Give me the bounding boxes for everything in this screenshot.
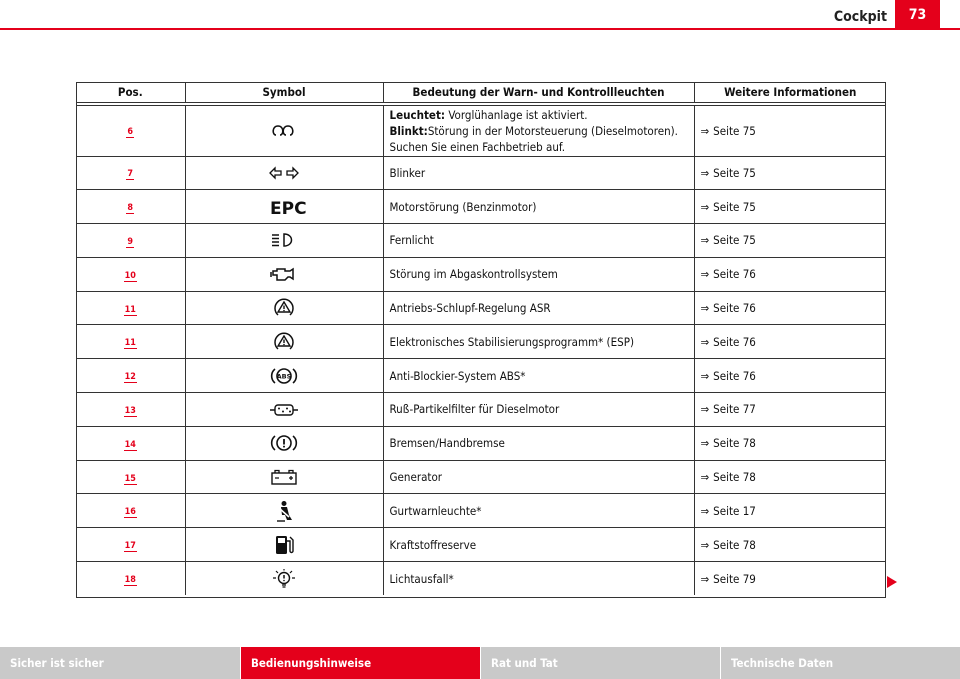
table-row	[76, 104, 886, 156]
pos-badge: 7	[127, 169, 134, 180]
info-link[interactable]: ⇒ Seite 76	[694, 359, 886, 393]
warning-lights-table	[76, 82, 886, 595]
pos-badge: 9	[127, 236, 134, 247]
meaning-cell: Blinker	[383, 156, 694, 190]
table-row	[76, 190, 886, 224]
footer-tab-advice[interactable]: Rat und Tat	[480, 647, 720, 679]
table-row	[76, 156, 886, 190]
meaning-cell: Kraftstoffreserve	[383, 528, 694, 562]
info-link[interactable]: ⇒ Seite 75	[694, 156, 886, 190]
pos-badge: 12	[124, 372, 136, 383]
table-row	[76, 291, 886, 325]
glow-plug-icon	[270, 123, 298, 137]
seatbelt-icon	[274, 503, 294, 517]
info-link[interactable]: ⇒ Seite 75	[694, 224, 886, 258]
esp-warning-icon	[273, 334, 295, 348]
table-row	[76, 257, 886, 291]
turn-signal-icon	[269, 166, 299, 180]
meaning-cell: Gurtwarnleuchte*	[383, 494, 694, 528]
pos-badge: 15	[124, 473, 136, 484]
battery-icon	[270, 470, 298, 484]
header-rule	[0, 28, 960, 30]
page-number: 73	[895, 0, 940, 30]
col-header-meaning: Bedeutung der Warn- und Kontrollleuchten	[383, 82, 694, 104]
info-link[interactable]: ⇒ Seite 17	[694, 494, 886, 528]
pos-badge: 10	[124, 270, 136, 281]
page-title: Cockpit	[833, 9, 887, 25]
meaning-cell: Elektronisches Stabilisierungsprogramm* (ESP)	[383, 325, 694, 359]
col-header-info: Weitere Informationen	[694, 82, 886, 104]
table-row	[76, 325, 886, 359]
info-link[interactable]: ⇒ Seite 76	[694, 291, 886, 325]
info-link[interactable]: ⇒ Seite 76	[694, 257, 886, 291]
table-row	[76, 562, 886, 596]
meaning-cell: Motorstörung (Benzinmotor)	[383, 190, 694, 224]
svg-text:ABS: ABS	[276, 372, 292, 381]
pos-badge: 6	[127, 127, 134, 138]
meaning-cell: Störung im Abgaskontrollsystem	[383, 257, 694, 291]
asr-warning-icon	[273, 301, 295, 315]
table-row	[76, 224, 886, 258]
info-link[interactable]: ⇒ Seite 79	[694, 562, 886, 596]
meaning-cell: Antriebs-Schlupf-Regelung ASR	[383, 291, 694, 325]
engine-icon	[270, 267, 298, 281]
info-link[interactable]: ⇒ Seite 76	[694, 325, 886, 359]
col-header-pos: Pos.	[76, 82, 185, 104]
meaning-cell: Lichtausfall*	[383, 562, 694, 596]
svg-text:EPC: EPC	[270, 198, 307, 219]
brake-icon	[270, 436, 298, 450]
meaning-cell: Ruß-Partikelfilter für Dieselmotor	[383, 393, 694, 427]
info-link[interactable]: ⇒ Seite 78	[694, 460, 886, 494]
col-header-symbol: Symbol	[185, 82, 383, 104]
particle-filter-icon	[269, 402, 299, 416]
meaning-cell: Anti-Blockier-System ABS*	[383, 359, 694, 393]
table-row	[76, 426, 886, 460]
footer-tab-safety[interactable]: Sicher ist sicher	[0, 647, 240, 679]
info-link[interactable]: ⇒ Seite 75	[694, 190, 886, 224]
bulb-failure-icon	[270, 571, 298, 585]
table-row	[76, 393, 886, 427]
footer-nav	[0, 647, 960, 679]
pos-badge: 17	[124, 541, 136, 552]
info-link[interactable]: ⇒ Seite 78	[694, 528, 886, 562]
abs-icon	[270, 368, 298, 382]
pos-badge: 11	[124, 304, 136, 315]
pos-badge: 14	[124, 439, 136, 450]
pos-badge: 16	[124, 507, 136, 518]
pos-badge: 8	[127, 203, 134, 214]
table-row	[76, 460, 886, 494]
high-beam-icon	[271, 233, 297, 247]
meaning-cell: Leuchtet: Vorglühanlage ist aktiviert. Blinkt:Störung in der Motorsteuerung (Dieselmotoren). Suchen Sie einen Fachbetrieb auf.	[383, 104, 694, 156]
info-link[interactable]: ⇒ Seite 77	[694, 393, 886, 427]
info-link[interactable]: ⇒ Seite 75	[694, 104, 886, 156]
pos-badge: 13	[124, 405, 136, 416]
meaning-cell: Fernlicht	[383, 224, 694, 258]
table-row	[76, 494, 886, 528]
table-row	[76, 359, 886, 393]
next-page-arrow[interactable]	[887, 576, 897, 588]
table-row	[76, 528, 886, 562]
epc-icon	[269, 198, 307, 219]
meaning-cell: Generator	[383, 460, 694, 494]
pos-badge: 11	[124, 338, 136, 349]
fuel-icon	[273, 537, 295, 551]
meaning-cell: Bremsen/Handbremse	[383, 426, 694, 460]
info-link[interactable]: ⇒ Seite 78	[694, 426, 886, 460]
footer-tab-operation[interactable]: Bedienungshinweise	[240, 647, 480, 679]
footer-tab-technical[interactable]: Technische Daten	[720, 647, 960, 679]
pos-badge: 18	[124, 575, 136, 586]
